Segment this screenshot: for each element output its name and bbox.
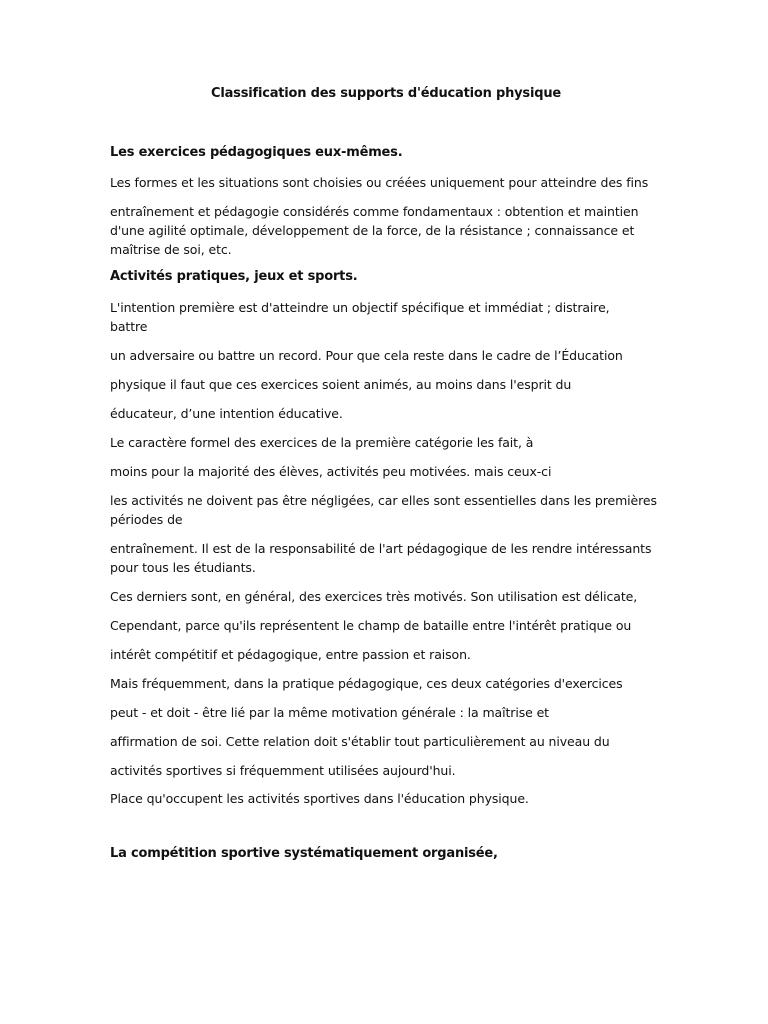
paragraph-line: pour tous les étudiants. [110,560,256,575]
paragraph-line: intérêt compétitif et pédagogique, entre passion et raison. [110,647,471,662]
paragraph-line: Le caractère formel des exercices de la première catégorie les fait, à [110,435,534,450]
paragraph-line: Ces derniers sont, en général, des exercices très motivés. Son utilisation est délicate, [110,589,638,604]
paragraph-line: entraînement et pédagogie considérés comme fondamentaux : obtention et maintien [110,204,639,219]
document-title: Classification des supports d'éducation physique [210,86,561,101]
paragraph-line: activités sportives si fréquemment utilisées aujourd'hui. [110,763,456,778]
paragraph-line: physique il faut que ces exercices soient animés, au moins dans l'esprit du [110,377,572,392]
paragraph-line: entraînement. Il est de la responsabilité de l'art pédagogique de les rendre intéressants [110,541,652,556]
paragraph-line: un adversaire ou battre un record. Pour que cela reste dans le cadre de l’Éducation [110,348,623,363]
section-heading: Activités pratiques, jeux et sports. [110,269,358,284]
paragraph-line: d'une agilité optimale, développement de la force, de la résistance ; connaissance et [110,223,635,238]
section-heading: La compétition sportive systématiquement organisée, [110,846,498,861]
paragraph-line: maîtrise de soi, etc. [110,242,232,257]
paragraph-line: peut - et doit - être lié par la même motivation générale : la maîtrise et [110,705,549,720]
paragraph-line: Cependant, parce qu'ils représentent le champ de bataille entre l'intérêt pratique ou [110,618,632,633]
paragraph-line: Place qu'occupent les activités sportives dans l'éducation physique. [110,791,529,806]
paragraph-line: éducateur, d’une intention éducative. [110,406,343,421]
paragraph-line: les activités ne doivent pas être négligées, car elles sont essentielles dans les premières [110,493,657,508]
paragraph-line: moins pour la majorité des élèves, activités peu motivées. mais ceux-ci [110,464,552,479]
section-heading: Les exercices pédagogiques eux-mêmes. [110,145,403,160]
paragraph-line: périodes de [110,512,183,527]
paragraph-line: Les formes et les situations sont choisies ou créées uniquement pour atteindre des fins [110,175,649,190]
paragraph-line: affirmation de soi. Cette relation doit s'établir tout particulièrement au niveau du [110,734,610,749]
paragraph-line: battre [110,319,148,334]
paragraph-line: Mais fréquemment, dans la pratique pédagogique, ces deux catégories d'exercices [110,676,623,691]
paragraph-line: L'intention première est d'atteindre un objectif spécifique et immédiat ; distraire, [110,300,610,315]
